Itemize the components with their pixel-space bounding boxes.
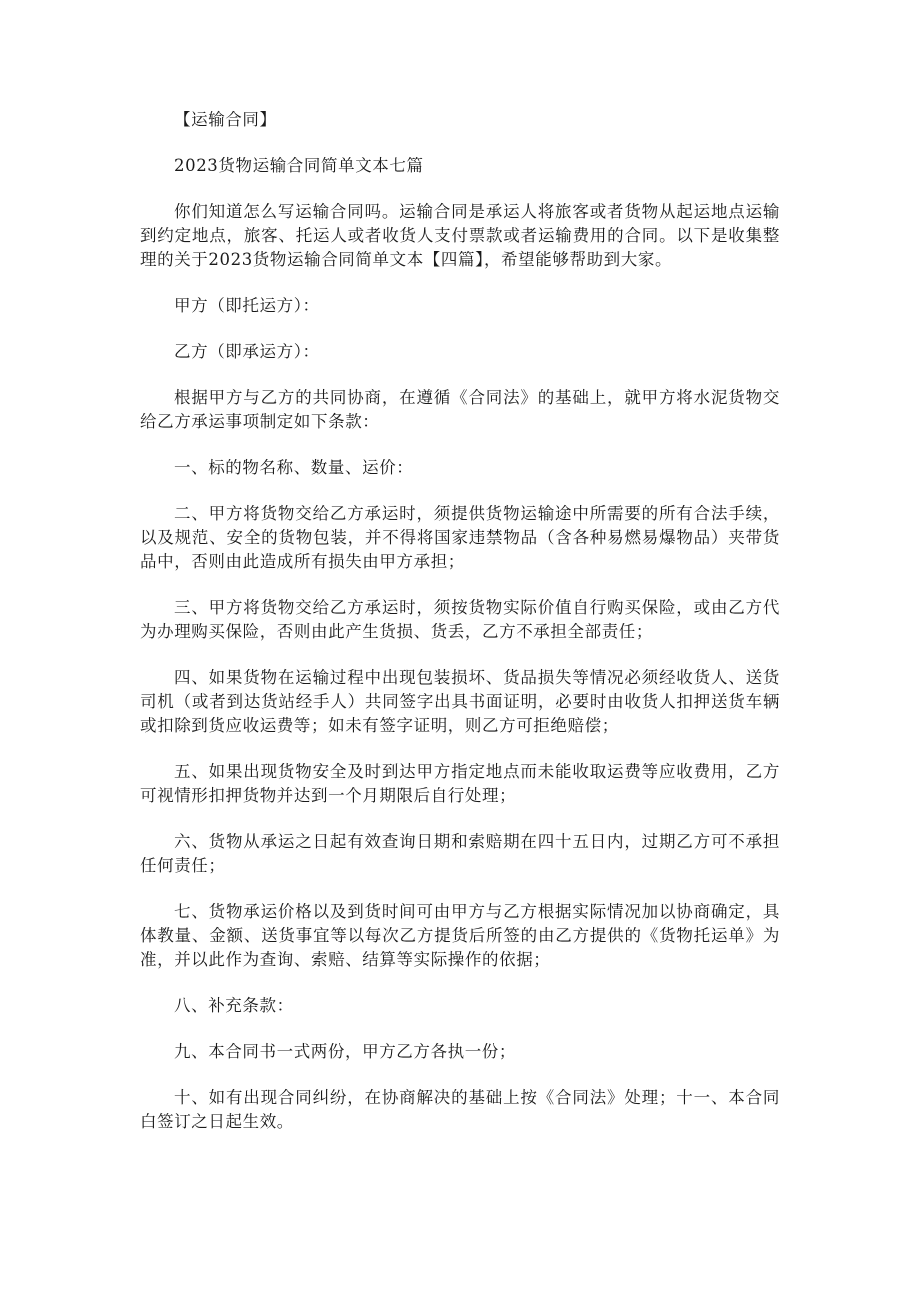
clause-6: 六、货物从承运之日起有效查询日期和索赔期在四十五日内，过期乙方可不承担任何责任； bbox=[140, 832, 780, 875]
intro-paragraph: 你们知道怎么写运输合同吗。运输合同是承运人将旅客或者货物从起运地点运输到约定地点，旅客、托运人或者收货人支付票款或者运输费用的合同。以下是收集整理的关于2023货物运输合同简单文本【四篇】，希望能够帮助到大家。 bbox=[140, 202, 780, 269]
clause-9: 九、本合同书一式两份，甲方乙方各执一份； bbox=[174, 1042, 516, 1061]
section-label: 【运输合同】 bbox=[174, 110, 277, 129]
clause-1: 一、标的物名称、数量、运价： bbox=[174, 458, 414, 477]
document-body bbox=[140, 108, 780, 1156]
clause-4: 四、如果货物在运输过程中出现包装损坏、货品损失等情况必须经收货人、送货司机（或者到达货站经手人）共同签字出具书面证明，必要时由收货人扣押送货车辆或扣除到货应收运费等；如未有签字证明，则乙方可拒绝赔偿； bbox=[140, 668, 780, 735]
preamble-paragraph: 根据甲方与乙方的共同协商，在遵循《合同法》的基础上，就甲方将水泥货物交给乙方承运事项制定如下条款： bbox=[140, 388, 780, 431]
party-b-line: 乙方（即承运方）： bbox=[174, 342, 320, 361]
clause-7: 七、货物承运价格以及到货时间可由甲方与乙方根据实际情况加以协商确定，具体教量、金额、送货事宜等以每次乙方提货后所签的由乙方提供的《货物托运单》为准，并以此作为查询、索赔、结算等实际操作的依据； bbox=[140, 902, 780, 969]
clause-10: 十、如有出现合同纠纷，在协商解决的基础上按《合同法》处理；十一、本合同白签订之日起生效。 bbox=[140, 1088, 780, 1131]
clause-3: 三、甲方将货物交给乙方承运时，须按货物实际价值自行购买保险，或由乙方代为办理购买保险，否则由此产生货损、货丢，乙方不承担全部责任； bbox=[140, 598, 780, 641]
clause-8: 八、补充条款： bbox=[174, 996, 294, 1015]
clause-5: 五、如果出现货物安全及时到达甲方指定地点而未能收取运费等应收费用，乙方可视情形扣押货物并达到一个月期限后自行处理； bbox=[140, 762, 780, 805]
party-a-line: 甲方（即托运方）： bbox=[174, 296, 320, 315]
clause-2: 二、甲方将货物交给乙方承运时，须提供货物运输途中所需要的所有合法手续，以及规范、安全的货物包装，并不得将国家违禁物品（含各种易燃易爆物品）夹带货品中，否则由此造成所有损失由甲方承担； bbox=[140, 504, 780, 571]
document-title: 2023货物运输合同简单文本七篇 bbox=[174, 156, 424, 175]
